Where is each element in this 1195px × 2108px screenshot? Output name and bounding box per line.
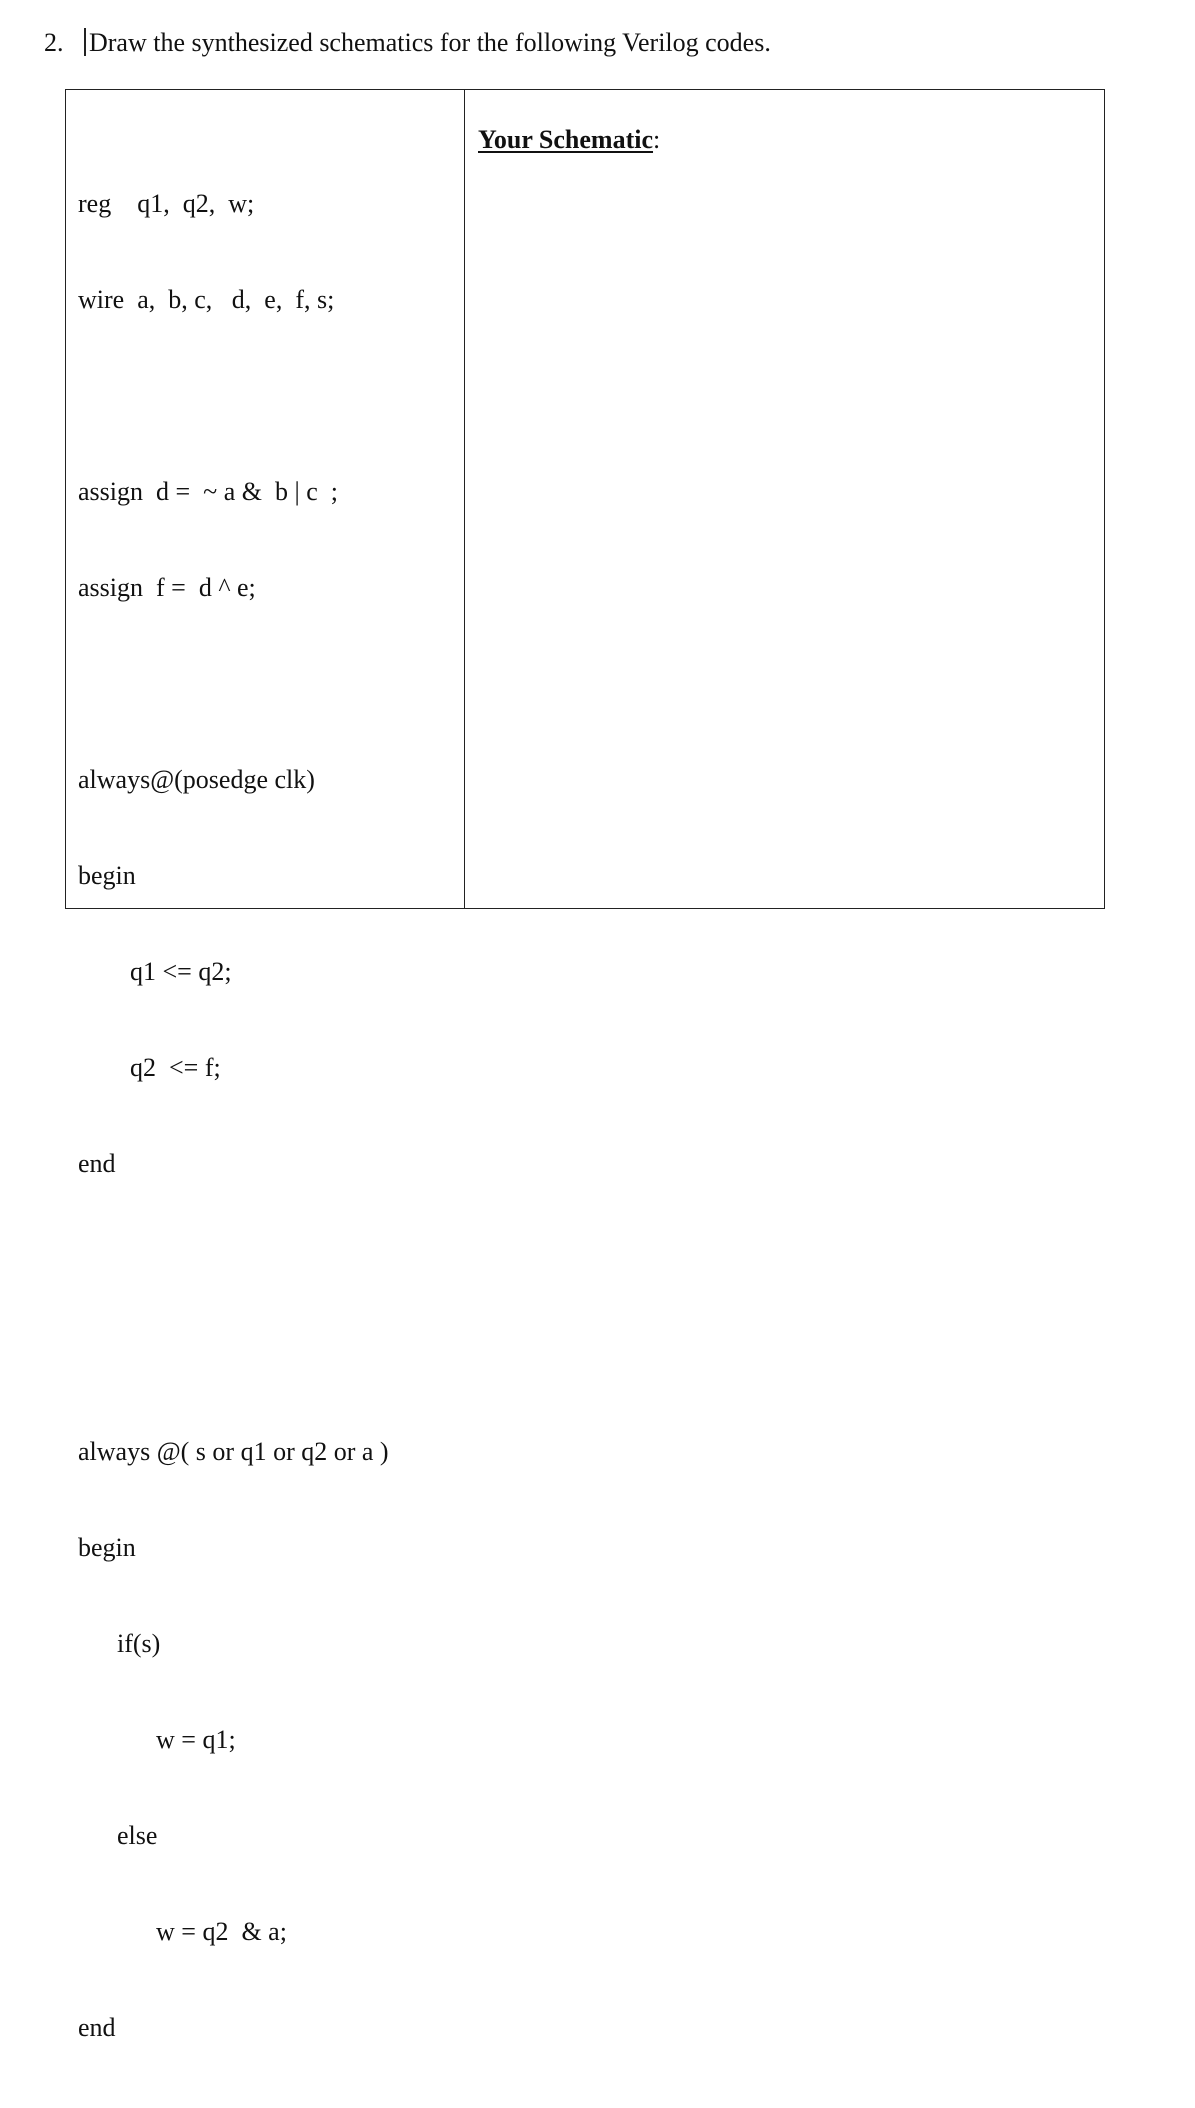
code-line: reg q1, q2, w; [78, 189, 255, 218]
question-number: 2. [44, 28, 64, 57]
answer-table [65, 89, 1105, 2042]
schematic-label-colon: : [653, 125, 661, 154]
verilog-code-block [78, 124, 458, 2108]
code-line: end [78, 1149, 116, 1178]
code-line [78, 668, 458, 700]
code-line: wire a, b, c, d, e, f, s; [78, 285, 335, 314]
column-divider [464, 90, 465, 908]
code-line: if(s) [78, 1629, 161, 1658]
code-line: always @( s or q1 or q2 or a ) [78, 1437, 389, 1466]
code-line: else [78, 1821, 158, 1850]
schematic-area-label [478, 124, 660, 156]
code-line: assign d = ~ a & b | c ; [78, 477, 338, 506]
code-line: begin [78, 1533, 136, 1562]
text-cursor [84, 28, 86, 56]
question-text: Draw the synthesized schematics for the following Verilog codes. [89, 28, 771, 57]
code-line: w = q2 & a; [78, 1917, 287, 1946]
code-line: always@(posedge clk) [78, 765, 315, 794]
code-line: w = q1; [78, 1725, 236, 1754]
code-line: q2 <= f; [78, 1053, 221, 1082]
question-heading [44, 26, 771, 60]
code-line: assign f = d ^ e; [78, 573, 256, 602]
code-line: end [78, 2013, 116, 2042]
code-line: begin [78, 861, 136, 890]
code-line [78, 1244, 458, 1276]
code-line: q1 <= q2; [78, 957, 232, 986]
schematic-label-text: Your Schematic [478, 125, 654, 154]
code-line [78, 380, 458, 412]
code-line [78, 1340, 458, 1372]
